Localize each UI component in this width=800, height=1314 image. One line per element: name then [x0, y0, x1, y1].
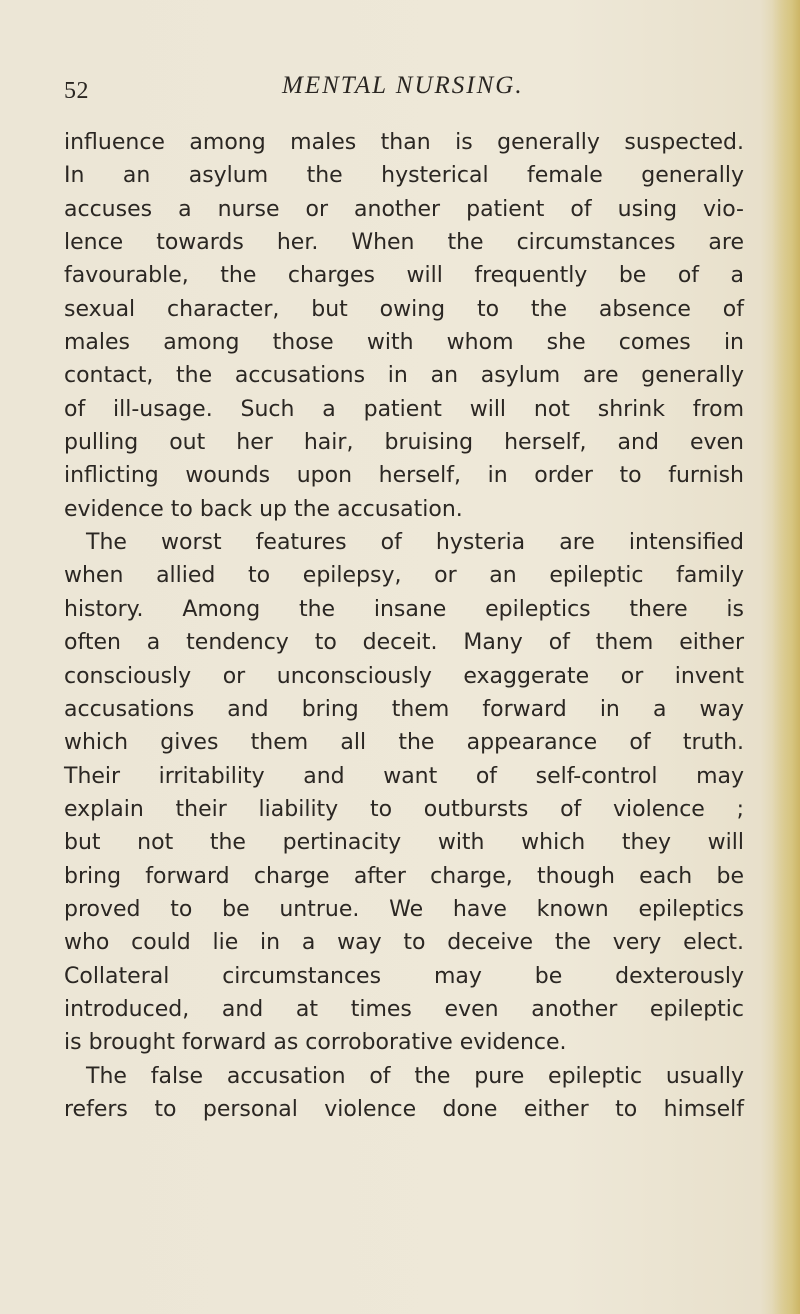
- text-line: evidence to back up the accusation.: [64, 496, 463, 522]
- body-text: [64, 126, 744, 1126]
- text-line: males among those with whom she comes in: [64, 330, 744, 356]
- text-line: influence among males than is generally suspected.: [64, 130, 744, 155]
- text-line: In an asylum the hysterical female generally: [64, 163, 744, 189]
- page-header: [64, 72, 744, 112]
- text-line: sexual character, but owing to the absence of: [64, 296, 744, 322]
- text-line: but not the pertinacity with which they will: [64, 830, 744, 856]
- running-title: MENTAL NURSING.: [282, 72, 524, 99]
- text-line: accusations and bring them forward in a way: [64, 696, 744, 722]
- text-line: which gives them all the appearance of truth.: [64, 730, 744, 756]
- text-line: who could lie in a way to deceive the very elect.: [64, 930, 744, 956]
- text-line: The worst features of hysteria are intensified: [86, 530, 744, 556]
- text-line: contact, the accusations in an asylum are generally: [64, 363, 744, 389]
- text-line: accuses a nurse or another patient of using vio-: [64, 196, 744, 222]
- text-line: favourable, the charges will frequently be of a: [64, 263, 744, 289]
- text-line: Collateral circumstances may be dexterously: [64, 963, 744, 989]
- text-line: when allied to epilepsy, or an epileptic family: [64, 563, 744, 589]
- text-line: pulling out her hair, bruising herself, and even: [64, 430, 744, 456]
- text-line: history. Among the insane epileptics there is: [64, 596, 744, 622]
- text-line: refers to personal violence done either to himself: [64, 1096, 744, 1122]
- page-number: 52: [64, 78, 89, 104]
- text-line: consciously or unconsciously exaggerate or invent: [64, 663, 744, 689]
- text-line: explain their liability to outbursts of violence ;: [64, 796, 744, 822]
- text-line: proved to be untrue. We have known epileptics: [64, 896, 744, 922]
- text-line: introduced, and at times even another epileptic: [64, 996, 744, 1022]
- text-line: often a tendency to deceit. Many of them either: [64, 630, 744, 656]
- text-line: lence towards her. When the circumstances are: [64, 230, 744, 256]
- text-line: is brought forward as corroborative evidence.: [64, 1030, 567, 1056]
- text-line: bring forward charge after charge, though each be: [64, 863, 744, 889]
- text-line: The false accusation of the pure epileptic usually: [86, 1063, 744, 1089]
- text-line: of ill-usage. Such a patient will not shrink from: [64, 396, 744, 422]
- text-line: Their irritability and want of self-control may: [64, 763, 744, 789]
- page-edge-shading: [772, 0, 800, 1314]
- text-line: inflicting wounds upon herself, in order to furnish: [64, 463, 744, 489]
